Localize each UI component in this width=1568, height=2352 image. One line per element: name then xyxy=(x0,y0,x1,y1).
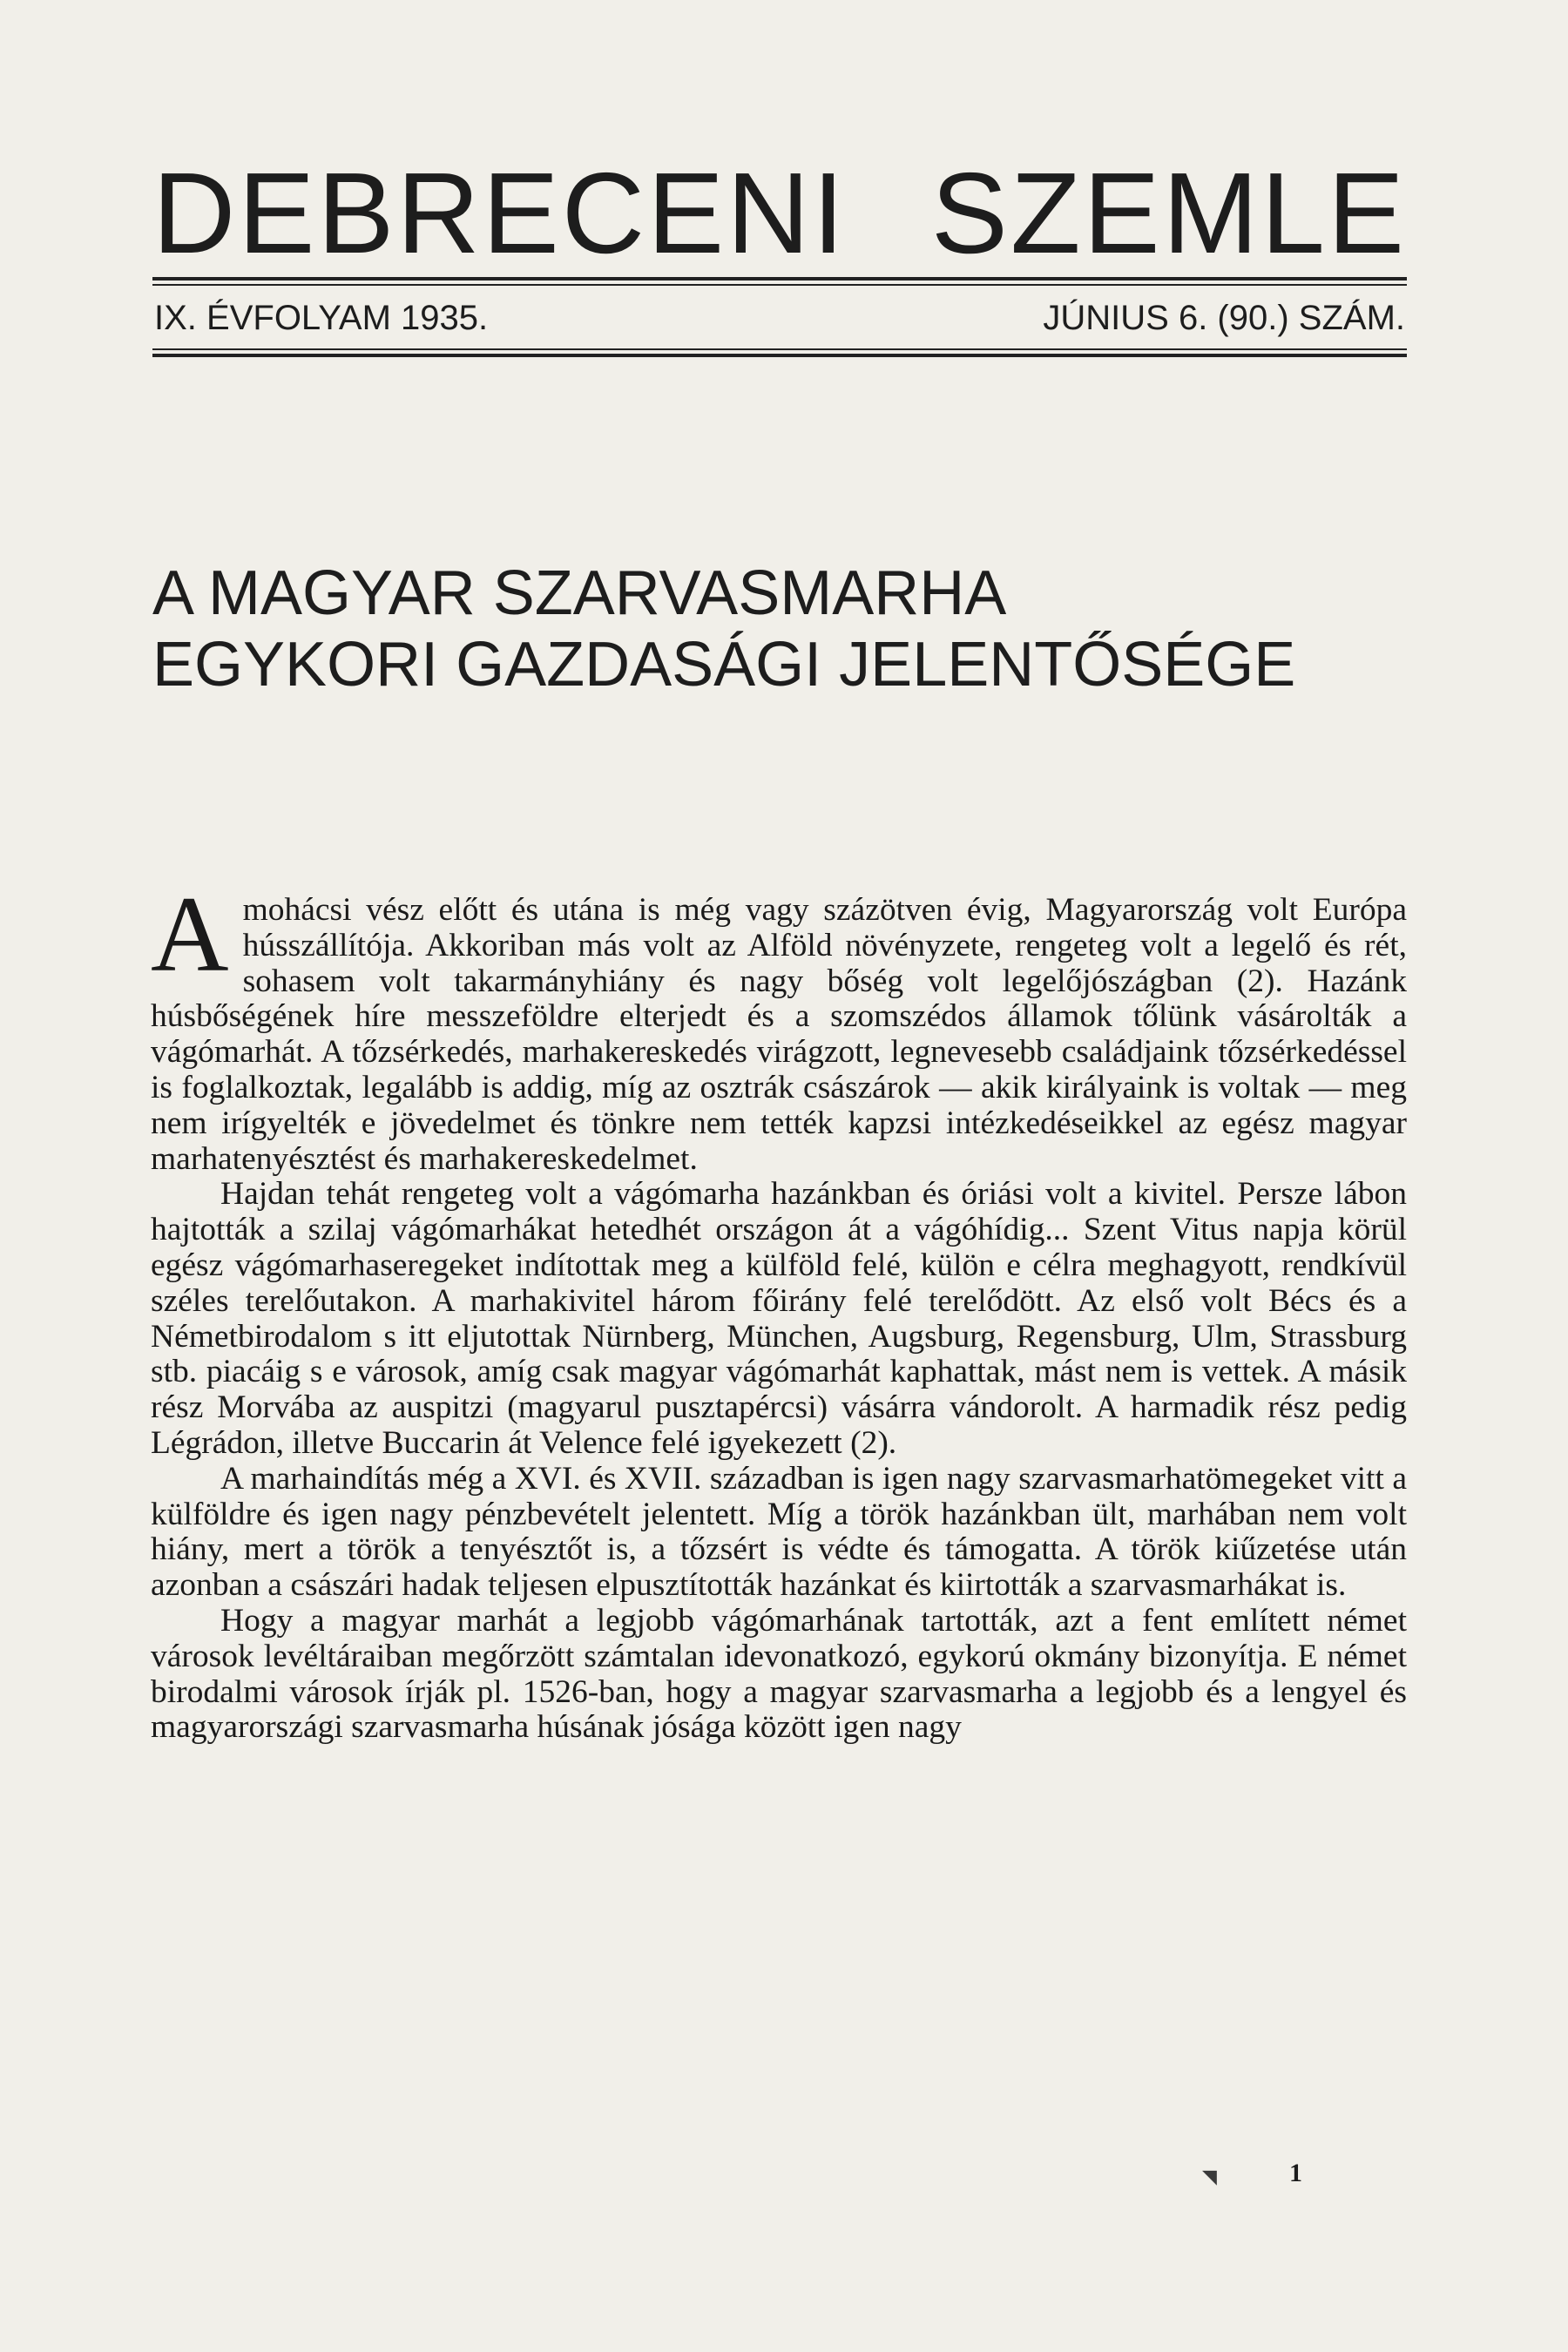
issue-info-line xyxy=(152,296,1407,340)
article-title xyxy=(152,558,1407,700)
masthead-rule-thin-top xyxy=(152,284,1407,286)
page-number: 1 xyxy=(1289,2159,1302,2187)
article-paragraph-4: Hogy a magyar marhát a legjobb vágómarhának tartották, azt a fent említett német városok levéltáraiban megőrzött számtalan idevonatkozó, egykorú okmány bizonyítja. E német birodalmi városok írják pl. 1526-ban, hogy a magyar szarvasmarha a legjobb és a lengyel és magyarországi szarvasmarha húsának jósága között igen nagy xyxy=(151,1602,1407,1746)
masthead-rule-thick-bottom xyxy=(152,354,1407,357)
page-footer xyxy=(1202,2156,1324,2191)
masthead-rule-thick-top xyxy=(152,277,1407,280)
article-body xyxy=(151,875,1407,1746)
issue-date-number: JÚNIUS 6. (90.) SZÁM. xyxy=(1043,299,1405,337)
volume-year: IX. ÉVFOLYAM 1935. xyxy=(154,299,489,337)
masthead-word-debreceni: DEBRECENI xyxy=(152,149,848,277)
drop-cap: A xyxy=(151,875,229,994)
article-paragraph-1 xyxy=(151,875,1407,1177)
article-paragraph-2: Hajdan tehát rengeteg volt a vágómarha hazánkban és óriási volt a kivitel. Persze lábon hajtották a szilaj vágómarhákat hetedhét országon át a vágóhídig... Szent Vitus napja körül egész vágómarhaseregeket indítottak meg a külföld felé, külön e célra meghagyott, rendkívül széles terelőutakon. A marhakivitel három főirány felé terelődött. Az első volt Bécs és a Németbirodalom s itt eljutottak Nürnberg, München, Augsburg, Regensburg, Ulm, Strassburg stb. piacáig s e városok, amíg csak magyar vágómarhát kaphattak, mást nem is vettek. A másik rész Morvába az auspitzi (magyarul pusztapércsi) vásárra vándorolt. A harmadik rész pedig Légrádon, illetve Buccarin át Velence felé igyekezett (2). xyxy=(151,1176,1407,1461)
paragraph-1-text: mohácsi vész előtt és utána is még vagy százötven évig, Magyarország volt Európa hússzállítója. Akkoriban más volt az Alföld növényzete, rengeteg volt a legelő és rét, sohasem volt takarmányhiány és nagy bőség volt legelőjószágban (2). Hazánk húsbőségének híre messzeföldre elterjedt és a szomszédos államok tőlünk vásárolták a vágómarhát. A tőzsérkedés, marhakereskedés virágzott, legnevesebb családjaink tőzsérkedéssel is foglalkoztak, legalább is addig, míg az osztrák császárok — akik királyaink is voltak — meg nem irígyelték e jövedelmet és tönkre nem tették kapzsi intézkedéseikkel az egész magyar marhatenyésztést és marhakereskedelmet. xyxy=(151,892,1407,1177)
article-paragraph-3: A marhaindítás még a XVI. és XVII. században is igen nagy szarvasmarhatömegeket vitt a külföldre és igen nagy pénzbevételt jelentett. Míg a török hazánkban ült, marhában nem volt hiány, mert a török a tenyésztőt is, a tőzsért is védte és támogatta. A török kiűzetése után azonban a császári hadak teljesen elpusztították hazánkat és kiirtották a szarvasmarhákat is. xyxy=(151,1460,1407,1604)
masthead-word-szemle: SZEMLE xyxy=(930,149,1407,277)
article-title-line-2: EGYKORI GAZDASÁGI JELENTŐSÉGE xyxy=(152,630,1296,700)
ink-mark-icon: ◥ xyxy=(1202,2166,1217,2187)
article-title-line-1: A MAGYAR SZARVASMARHA xyxy=(152,558,1007,628)
masthead-rule-thin-bottom xyxy=(152,348,1407,350)
